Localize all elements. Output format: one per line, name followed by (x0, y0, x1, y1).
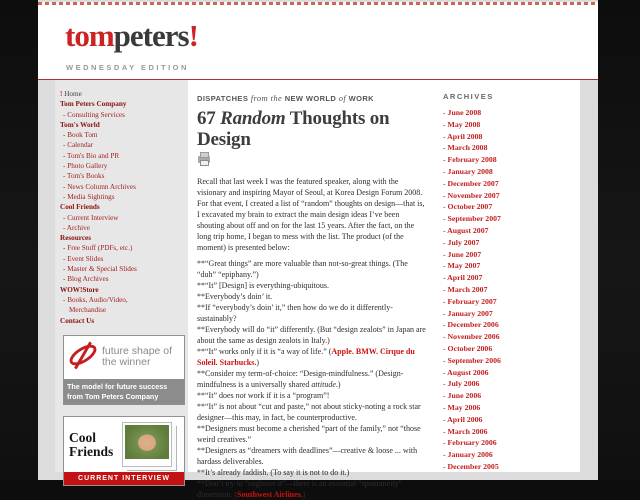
content-columns (55, 80, 580, 499)
sidebar (55, 80, 188, 483)
archive-link-may-2007[interactable]: - May 2007 (443, 261, 481, 271)
text-segment: attitude (311, 380, 336, 389)
article-title (197, 108, 427, 150)
logo-peters: peters (113, 18, 189, 53)
article-paragraph (197, 467, 427, 478)
future-shape-top (64, 336, 184, 379)
text-segment: ) (256, 358, 260, 367)
future-shape-promo[interactable] (63, 335, 185, 405)
archive-link-december-2005[interactable]: - December 2005 (443, 461, 499, 471)
archive-link-february-2006[interactable]: - February 2006 (443, 438, 497, 448)
archive-link-november-2006[interactable]: - November 2006 (443, 332, 500, 342)
archive-link-august-2007[interactable]: - August 2007 (443, 225, 489, 235)
bang-icon: ! (60, 90, 63, 98)
cool-friends-promo[interactable] (63, 416, 185, 486)
sidebar-item-tom-peters-company[interactable]: Tom Peters Company (60, 100, 127, 109)
future-shape-title: future shape of the winner (102, 344, 173, 369)
archive-link-september-2006[interactable]: - September 2006 (443, 355, 501, 365)
text-segment: **“It” is not about “cut and paste,” not about sticky-noting a rock star designer—this may, in fact, be counterproductive. (197, 402, 421, 422)
archive-link-april-2006[interactable]: - April 2006 (443, 414, 483, 424)
article-paragraph (197, 280, 427, 291)
archive-link-february-2008[interactable]: - February 2008 (443, 155, 497, 165)
text-segment: work if it is a “program”! (245, 391, 330, 400)
text-segment: Recall that last week I was the featured speaker, along with the visionary and inspiring Mayor of Seoul, at Korea Design Forum 2008. For that event, I created a list of “random” thoughts on design—that is, I excavated my brain to extract the main design ideas I’ve been shouting about off and on for the last 15 years. After the fact, on the long trip home, I began to mess with the list. The product (of the moment) is presented below: (197, 177, 425, 252)
article-paragraph (197, 291, 427, 302)
archive-link-march-2006[interactable]: - March 2006 (443, 426, 488, 436)
text-segment: **Everybody will do “it” differently. (But “design zealots” in Japan are about the same as design zealots in Italy.) (197, 325, 426, 345)
text-segment: of (338, 93, 349, 103)
text-segment: WORK (348, 94, 374, 103)
sidebar-item-books-audio-video-merchandise[interactable]: - Books, Audio/Video, Merchandise (63, 295, 128, 315)
text-segment: Apple. BMW. Cirque du Soleil. Starbucks. (197, 347, 415, 367)
text-segment: **“It” works only if it is “a way of life.” ( (197, 347, 332, 356)
text-segment: **“Great things” are more valuable than not-so-great things. (The “duh” “epiphany.”) (197, 259, 408, 279)
site-page (38, 0, 598, 499)
text-segment: Southwest Airlines. (237, 490, 303, 499)
archive-link-january-2008[interactable]: - January 2008 (443, 166, 493, 176)
sidebar-item-free-stuff-pdfs-etc[interactable]: - Free Stuff (PDFs, etc.) (63, 244, 133, 253)
sidebar-item-home[interactable]: ! Home (60, 90, 82, 98)
text-segment: from the (250, 93, 285, 103)
sidebar-item-event-slides[interactable]: - Event Slides (63, 254, 104, 263)
sidebar-item-news-column-archives[interactable]: - News Column Archives (63, 182, 136, 191)
sidebar-item-tom-s-books[interactable]: - Tom's Books (63, 172, 105, 181)
archive-link-october-2007[interactable]: - October 2007 (443, 202, 493, 212)
text-segment: **Designers must become a cherished “part of the family,” not “those weird creatives.” (197, 424, 421, 444)
sidebar-item-book-tom[interactable]: - Book Tom (63, 131, 98, 140)
article-paragraph (197, 368, 427, 390)
archive-link-may-2008[interactable]: - May 2008 (443, 119, 481, 129)
text-segment: **Consider my term-of-choice: “Design-mindfulness.” (Design-mindfulness is a universally shared (197, 369, 404, 389)
sidebar-item-tom-s-world[interactable]: Tom's World (60, 120, 100, 129)
sidebar-item-calendar[interactable]: - Calendar (63, 141, 94, 150)
text-segment: **“It” [Design] is everything-ubiquitous. (197, 281, 329, 290)
sidebar-item-master-special-slides[interactable]: - Master & Special Slides (63, 265, 137, 274)
archive-link-december-2006[interactable]: - December 2006 (443, 320, 499, 330)
article-paragraph (197, 401, 427, 423)
text-segment: .) (335, 380, 341, 389)
sidebar-item-tom-s-bio-and-pr[interactable]: - Tom's Bio and PR (63, 151, 120, 160)
edition-label: WEDNESDAY EDITION (66, 63, 189, 72)
sidebar-item-archive[interactable]: - Archive (63, 223, 90, 232)
text-segment: not (235, 391, 246, 400)
text-segment: **Designers as “dreamers with deadlines”—creative & loose ... with hardass deliverables. (197, 446, 418, 466)
sidebar-item-cool-friends[interactable]: Cool Friends (60, 203, 100, 212)
archives-list (443, 107, 580, 473)
text-segment: Random (220, 108, 286, 129)
article-kicker (197, 93, 427, 103)
archive-link-march-2008[interactable]: - March 2008 (443, 143, 488, 153)
archive-link-november-2007[interactable]: - November 2007 (443, 190, 500, 200)
current-interview-button[interactable]: CURRENT INTERVIEW (64, 472, 184, 485)
archive-link-august-2006[interactable]: - August 2006 (443, 367, 489, 377)
sidebar-item-photo-gallery[interactable]: - Photo Gallery (63, 162, 108, 171)
text-segment: 67 (197, 108, 221, 129)
archive-link-june-2007[interactable]: - June 2007 (443, 249, 482, 259)
archives-panel (435, 80, 580, 472)
archives-heading: ARCHIVES (443, 92, 494, 101)
logo-bang-icon: ! (188, 18, 198, 53)
archive-link-april-2007[interactable]: - April 2007 (443, 273, 483, 283)
archive-link-january-2007[interactable]: - January 2007 (443, 308, 493, 318)
sidebar-item-consulting-services[interactable]: - Consulting Services (63, 110, 125, 119)
article-paragraph (197, 423, 427, 445)
logo[interactable] (65, 18, 598, 54)
future-shape-caption: The model for future success from Tom Peters Company (64, 379, 184, 404)
sidebar-item-contact-us[interactable]: Contact Us (60, 316, 95, 325)
article-paragraph (197, 324, 427, 346)
article-paragraph (197, 346, 427, 368)
archive-link-december-2007[interactable]: - December 2007 (443, 178, 499, 188)
sidebar-item-wow-store[interactable]: WOW!Store (60, 285, 99, 294)
text-segment: NEW WORLD (284, 94, 339, 103)
text-segment: **Everybody’s doin’ it. (197, 292, 273, 301)
archive-link-june-2006[interactable]: - June 2006 (443, 391, 482, 401)
cool-friends-top (64, 417, 184, 472)
sidebar-item-media-sightings[interactable]: - Media Sightings (63, 192, 115, 201)
cool-friends-title: Cool Friends (69, 429, 114, 459)
face-image (125, 425, 169, 459)
article-paragraph (197, 302, 427, 324)
archive-link-may-2006[interactable]: - May 2006 (443, 402, 481, 412)
archive-link-february-2007[interactable]: - February 2007 (443, 296, 497, 306)
text-segment: **Don’t try to “engineer it”—there is an essential “spontaneity” dimension. ( (197, 479, 403, 499)
text-segment: **If “everybody’s doin’ it,” then how do we do it differently-sustainably? (197, 303, 393, 323)
swirl-logo-icon (66, 338, 100, 377)
text-segment: Thoughts on Design (197, 108, 390, 150)
text-segment: DISPATCHES (197, 94, 251, 103)
article-paragraph (197, 445, 427, 467)
main-article (188, 80, 435, 499)
archive-link-june-2008[interactable]: - June 2008 (443, 108, 482, 117)
sidebar-item-blog-archives[interactable]: - Blog Archives (63, 275, 109, 284)
text-segment: ) (302, 490, 306, 499)
archive-link-october-2006[interactable]: - October 2006 (443, 343, 493, 353)
article-paragraph (197, 478, 427, 500)
archive-link-july-2007[interactable]: - July 2007 (443, 237, 480, 247)
logo-tom: tom (65, 18, 114, 53)
interviewee-photo (122, 422, 172, 467)
article-paragraph (197, 258, 427, 280)
sidebar-item-resources[interactable]: Resources (60, 234, 92, 243)
archive-link-september-2007[interactable]: - September 2007 (443, 214, 501, 224)
site-header (38, 2, 598, 80)
sidebar-item-current-interview[interactable]: - Current Interview (63, 213, 119, 222)
archive-link-january-2006[interactable]: - January 2006 (443, 450, 493, 460)
sidebar-nav (60, 89, 166, 326)
print-icon[interactable] (198, 156, 210, 163)
top-dashed-rule (38, 2, 598, 5)
text-segment: **“It” does (197, 391, 236, 400)
text-segment: **It’s already faddish. (To say it is not to do it.) (197, 468, 350, 477)
article-body (197, 176, 427, 500)
archive-link-march-2007[interactable]: - March 2007 (443, 284, 488, 294)
article-paragraph (197, 176, 427, 253)
archive-link-july-2006[interactable]: - July 2006 (443, 379, 480, 389)
archive-link-april-2008[interactable]: - April 2008 (443, 131, 483, 141)
article-paragraph (197, 390, 427, 401)
